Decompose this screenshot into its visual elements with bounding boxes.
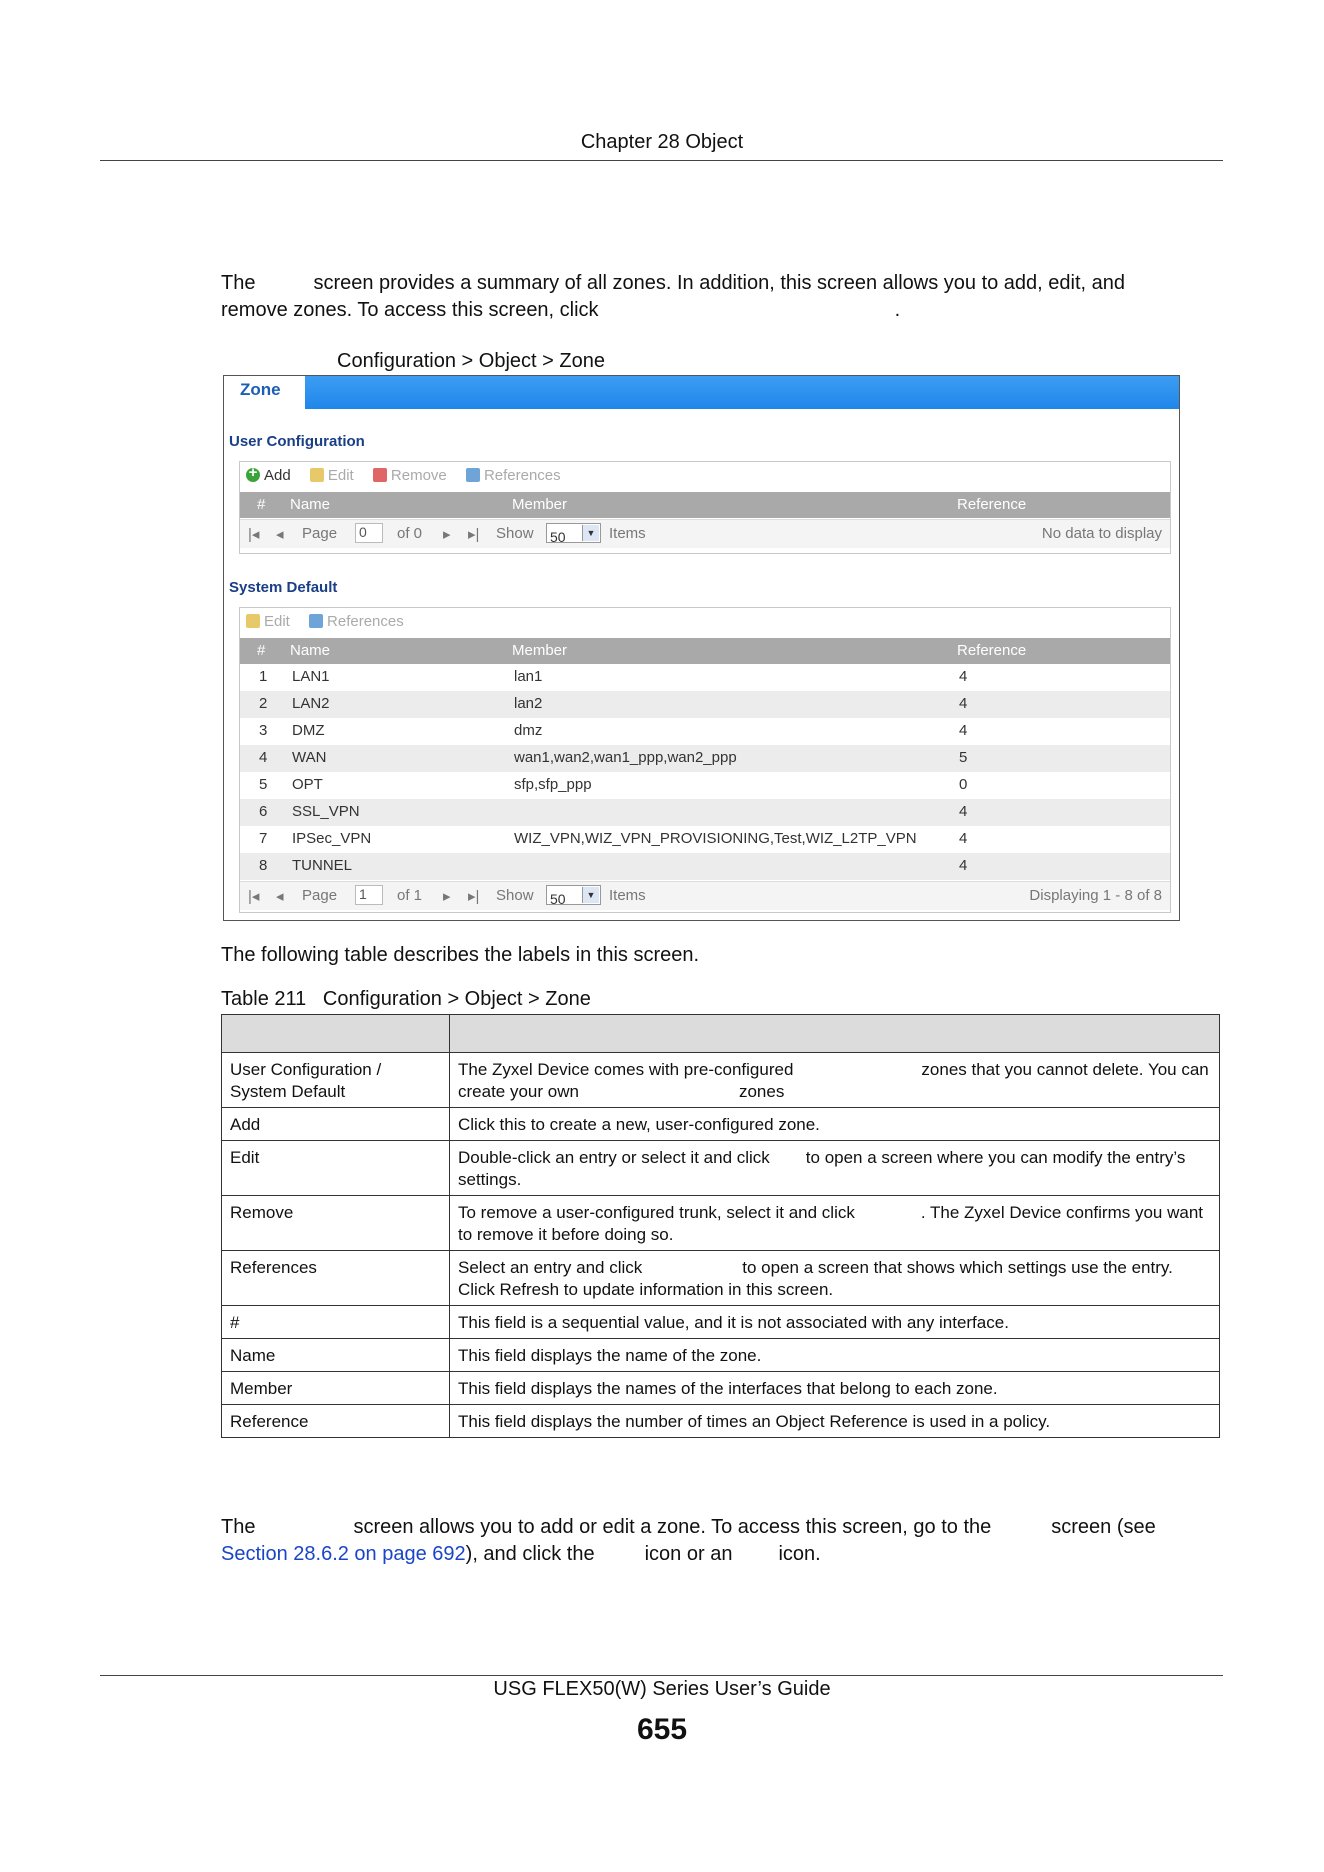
label-cell: Name — [222, 1339, 450, 1372]
outro-text: icon or an — [644, 1543, 733, 1565]
references-icon — [466, 468, 480, 482]
table-row — [222, 1196, 1220, 1251]
description-cell: This field displays the names of the interfaces that belong to each zone. — [450, 1372, 1220, 1405]
row-reference: 4 — [959, 668, 968, 685]
table-row — [222, 1053, 1220, 1108]
description-cell: This field displays the number of times an Object Reference is used in a policy. — [450, 1405, 1220, 1438]
row-reference: 4 — [959, 803, 968, 820]
table-row[interactable] — [240, 664, 1170, 691]
first-page-icon[interactable]: |◂ — [248, 888, 260, 905]
tab-zone[interactable]: Zone — [224, 376, 305, 409]
items-per-page-select[interactable] — [546, 523, 601, 543]
edit-label: Edit — [327, 467, 354, 484]
row-name: OPT — [292, 776, 323, 793]
desc-text: Double-click an entry or select it and click — [458, 1148, 770, 1167]
row-reference: 0 — [959, 776, 968, 793]
label-cell: Reference — [222, 1405, 450, 1438]
row-reference: 4 — [959, 695, 968, 712]
description-cell — [450, 1053, 1220, 1108]
system-edit-button[interactable] — [246, 613, 290, 630]
row-member: wan1,wan2,wan1_ppp,wan2_ppp — [514, 749, 737, 766]
table-caption: Table 211 Configuration > Object > Zone — [221, 988, 591, 1010]
references-icon — [309, 614, 323, 628]
table-row[interactable] — [240, 772, 1170, 799]
row-reference: 4 — [959, 722, 968, 739]
row-num: 4 — [259, 749, 268, 766]
chapter-header: Chapter 28 Object — [580, 131, 744, 153]
row-name: LAN2 — [292, 695, 330, 712]
user-pager — [240, 519, 1170, 548]
items-per-page-value: 50 — [550, 529, 566, 545]
prev-page-icon[interactable]: ◂ — [276, 526, 284, 543]
chevron-down-icon: ▼ — [582, 525, 599, 541]
table-row — [222, 1108, 1220, 1141]
user-configuration-group — [239, 461, 1171, 554]
desc-text: zones — [738, 1082, 785, 1101]
intro-text-3: remove zones. To access this screen, click — [221, 299, 599, 321]
zone-screen — [223, 375, 1180, 921]
table-row — [222, 1405, 1220, 1438]
label-cell: Edit — [222, 1141, 450, 1196]
description-cell — [450, 1141, 1220, 1196]
add-icon — [246, 468, 260, 482]
row-name: LAN1 — [292, 668, 330, 685]
user-table-header — [240, 492, 1170, 518]
table-row — [222, 1306, 1220, 1339]
system-table-header — [240, 638, 1170, 664]
last-page-icon[interactable]: ▸| — [468, 888, 480, 905]
desc-text: To remove a user-configured trunk, select it and click — [458, 1203, 855, 1222]
row-num: 3 — [259, 722, 268, 739]
page-label: Page — [302, 525, 338, 542]
system-default-title: System Default — [229, 579, 338, 596]
row-name: IPSec_VPN — [292, 830, 372, 847]
chevron-down-icon: ▼ — [582, 887, 599, 903]
outro-text: The — [221, 1516, 256, 1538]
label-cell: Remove — [222, 1196, 450, 1251]
items-label: Items — [609, 887, 646, 904]
outro-text: screen allows you to add or edit a zone. To access this screen, go to the — [353, 1516, 992, 1538]
footer-guide-title: USG FLEX50(W) Series User’s Guide — [493, 1678, 831, 1700]
row-num: 5 — [259, 776, 268, 793]
show-label: Show — [496, 887, 534, 904]
footer-rule — [100, 1675, 1223, 1676]
user-toolbar — [246, 467, 576, 484]
edit-icon — [246, 614, 260, 628]
desc-text: . The Zyxel Device confirms you want to remove it before doing so. — [458, 1203, 1204, 1244]
add-label: Add — [264, 467, 291, 484]
intro-text-4: . — [894, 299, 901, 321]
col-member[interactable]: Member — [512, 496, 568, 513]
table-row — [222, 1372, 1220, 1405]
intro-text-2: screen provides a summary of all zones. In addition, this screen allows you to add, edit, and — [313, 272, 1126, 294]
references-label: References — [483, 467, 561, 484]
label-cell: Member — [222, 1372, 450, 1405]
row-reference: 5 — [959, 749, 968, 766]
user-configuration-title: User Configuration — [229, 433, 365, 450]
row-member: lan2 — [514, 695, 543, 712]
desc-text: zones that you cannot delete. You can create your own — [458, 1060, 1209, 1101]
system-references-label: References — [327, 613, 404, 630]
col-name[interactable]: Name — [290, 496, 331, 513]
table-row[interactable] — [240, 691, 1170, 718]
pager-status: Displaying 1 - 8 of 8 — [1029, 887, 1162, 904]
table-row[interactable] — [240, 718, 1170, 745]
row-name: TUNNEL — [292, 857, 353, 874]
description-cell: Click this to create a new, user-configured zone. — [450, 1108, 1220, 1141]
outro-paragraph — [221, 1514, 1231, 1568]
table-row — [222, 1339, 1220, 1372]
intro-text-1: The — [221, 272, 256, 294]
figure-caption: Configuration > Object > Zone — [337, 350, 605, 372]
row-member: sfp,sfp_ppp — [514, 776, 592, 793]
page-input[interactable]: 1 — [355, 885, 383, 905]
page-count: of 1 — [397, 887, 423, 904]
row-num: 6 — [259, 803, 268, 820]
last-page-icon[interactable]: ▸| — [468, 526, 480, 543]
row-name: WAN — [292, 749, 327, 766]
col-reference[interactable]: Reference — [957, 642, 1027, 659]
remove-label: Remove — [390, 467, 447, 484]
page-number: 655 — [636, 1713, 688, 1746]
col-num[interactable]: # — [257, 642, 266, 659]
next-page-icon[interactable]: ▸ — [443, 526, 451, 543]
label-cell: User Configuration / System Default — [222, 1053, 450, 1108]
intro-paragraph — [221, 270, 1231, 324]
desc-text: The Zyxel Device comes with pre-configured — [458, 1060, 794, 1079]
prev-page-icon[interactable]: ◂ — [276, 888, 284, 905]
system-default-group — [239, 607, 1171, 913]
table-row — [222, 1251, 1220, 1306]
label-cell: # — [222, 1306, 450, 1339]
header-description-cell — [450, 1015, 1220, 1053]
first-page-icon[interactable]: |◂ — [248, 526, 260, 543]
row-name: SSL_VPN — [292, 803, 360, 820]
row-member: lan1 — [514, 668, 543, 685]
description-cell: This field is a sequential value, and it is not associated with any interface. — [450, 1306, 1220, 1339]
table-row[interactable] — [240, 826, 1170, 853]
page-label: Page — [302, 887, 338, 904]
tab-bar — [224, 376, 1179, 409]
row-num: 7 — [259, 830, 268, 847]
items-per-page-select[interactable] — [546, 885, 601, 905]
row-reference: 4 — [959, 857, 968, 874]
desc-text: Select an entry and click — [458, 1258, 643, 1277]
remove-button[interactable] — [373, 467, 447, 484]
page-count: of 0 — [397, 525, 423, 542]
description-cell — [450, 1196, 1220, 1251]
label-cell: Add — [222, 1108, 450, 1141]
header-rule — [100, 160, 1223, 161]
table-header-row — [222, 1015, 1220, 1053]
system-references-button[interactable] — [309, 613, 404, 630]
outro-text: ), and click the — [465, 1543, 595, 1565]
col-num[interactable]: # — [257, 496, 266, 513]
description-cell: This field displays the name of the zone. — [450, 1339, 1220, 1372]
col-reference[interactable]: Reference — [957, 496, 1027, 513]
section-link[interactable]: Section 28.6.2 on page 692 — [221, 1543, 466, 1565]
system-edit-label: Edit — [264, 613, 290, 630]
table-row — [222, 1141, 1220, 1196]
page-input[interactable]: 0 — [355, 523, 383, 543]
outro-text: icon. — [778, 1543, 821, 1565]
items-label: Items — [609, 525, 646, 542]
col-member[interactable]: Member — [512, 642, 568, 659]
row-member: WIZ_VPN,WIZ_VPN_PROVISIONING,Test,WIZ_L2TP_VPN — [514, 830, 917, 847]
row-num: 2 — [259, 695, 268, 712]
show-label: Show — [496, 525, 534, 542]
pager-status: No data to display — [1041, 525, 1162, 542]
next-page-icon[interactable]: ▸ — [443, 888, 451, 905]
table-intro: The following table describes the labels in this screen. — [221, 944, 700, 966]
row-member: dmz — [514, 722, 543, 739]
description-cell — [450, 1251, 1220, 1306]
items-per-page-value: 50 — [550, 891, 566, 907]
table-row[interactable] — [240, 853, 1170, 880]
edit-icon — [310, 468, 324, 482]
description-table — [221, 1014, 1220, 1438]
row-num: 8 — [259, 857, 268, 874]
edit-button[interactable] — [310, 467, 354, 484]
label-cell: References — [222, 1251, 450, 1306]
row-name: DMZ — [292, 722, 325, 739]
references-button[interactable] — [466, 467, 561, 484]
col-name[interactable]: Name — [290, 642, 331, 659]
add-button[interactable] — [246, 467, 291, 484]
table-row[interactable] — [240, 799, 1170, 826]
row-reference: 4 — [959, 830, 968, 847]
system-pager — [240, 881, 1170, 910]
header-label-cell — [222, 1015, 450, 1053]
row-num: 1 — [259, 668, 268, 685]
system-toolbar — [246, 613, 419, 630]
desc-text: to open a screen that shows which settings use the entry. Click Refresh to update information in this screen. — [458, 1258, 1173, 1299]
trash-icon — [373, 468, 387, 482]
outro-text: screen (see — [1051, 1516, 1156, 1538]
desc-text: to open a screen where you can modify the entry’s settings. — [458, 1148, 1186, 1189]
table-row[interactable] — [240, 745, 1170, 772]
